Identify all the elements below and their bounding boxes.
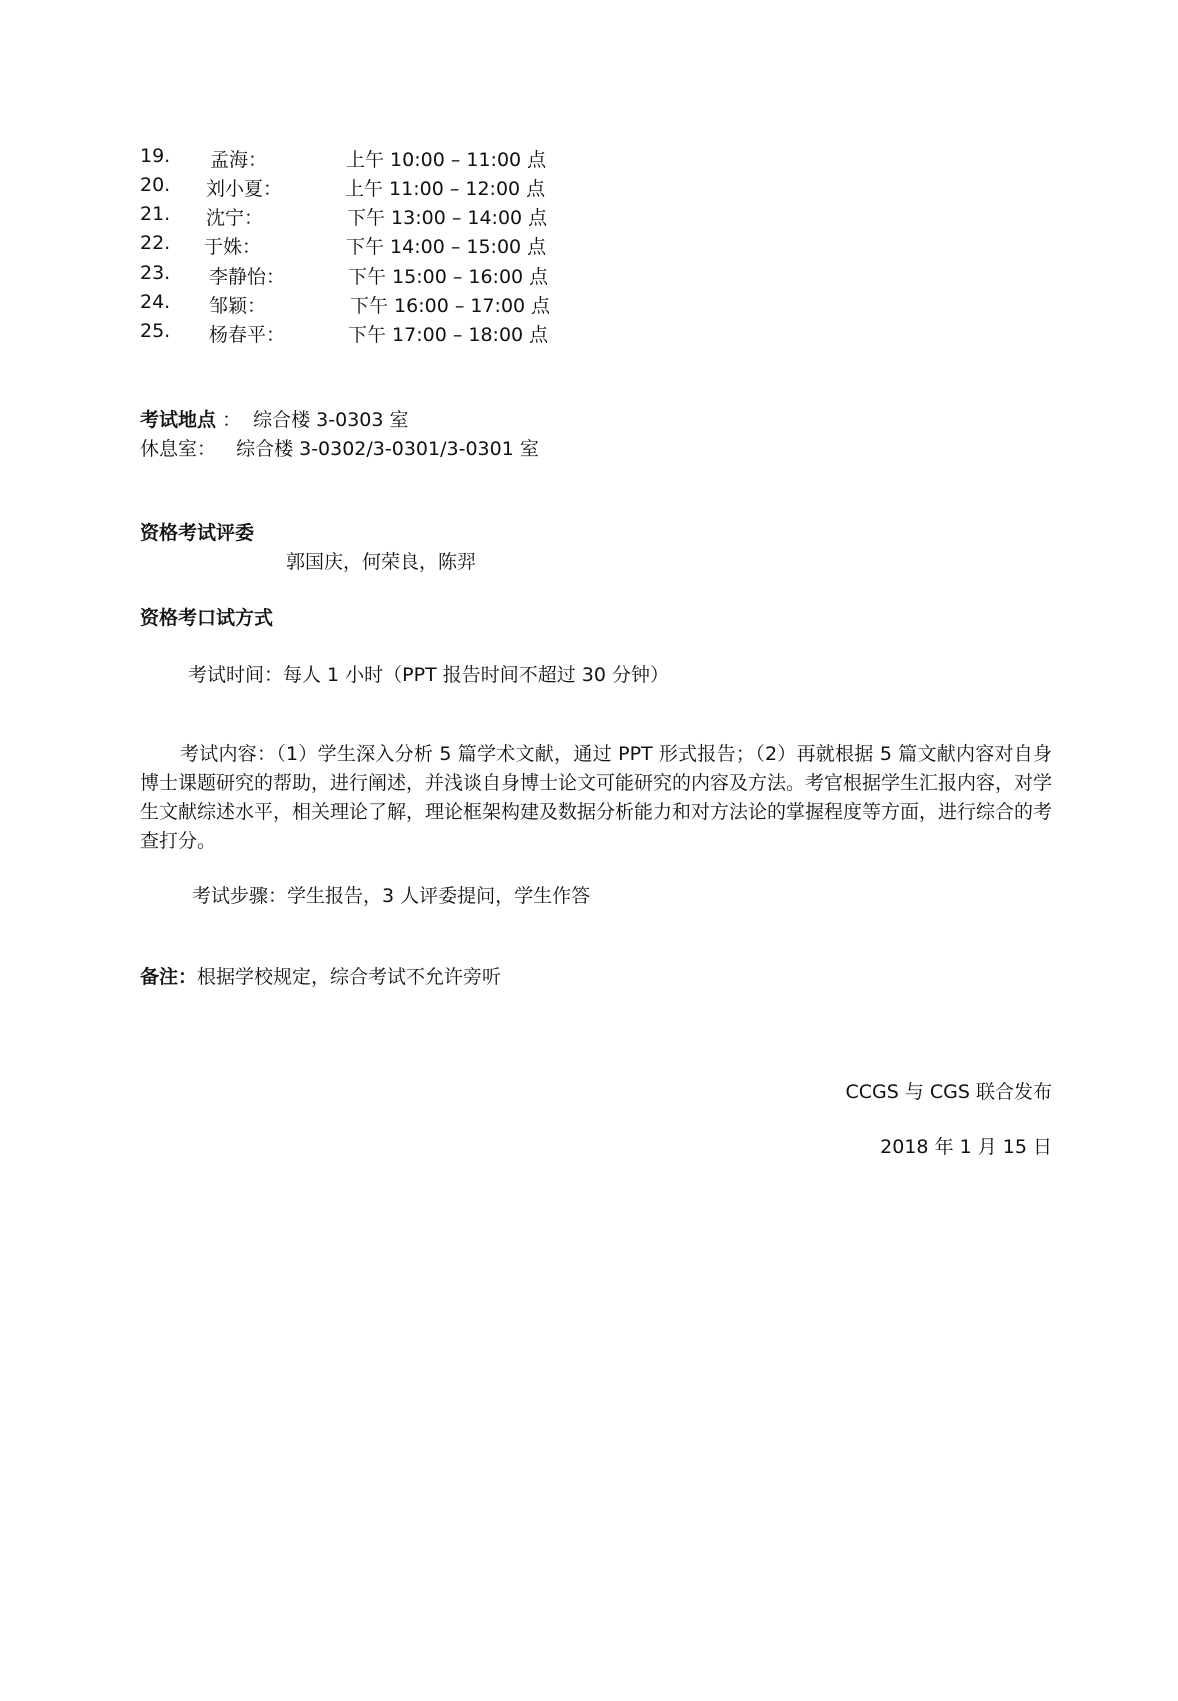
schedule-row	[0, 291, 1178, 320]
schedule-row	[0, 203, 1178, 232]
schedule-number: 23.	[140, 262, 171, 284]
exam-content-paragraph: 考试内容：（1）学生深入分析 5 篇学术文献，通过 PPT 形式报告；（2）再就根据 5 篇文献内容对自身博士课题研究的帮助，进行阐述，并浅谈自身博士论文可能研究的内容及方法。考官根据学生汇报内容，对学生文献综述水平，相关理论了解，理论框架构建及数据分析能力和对方法论的掌握程度等方面，进行综合的考查打分。	[140, 743, 1053, 852]
note	[140, 962, 501, 989]
exam-steps: 考试步骤：学生报告，3 人评委提问，学生作答	[192, 885, 591, 907]
schedule-name: 于姝：	[204, 236, 262, 258]
schedule-number: 24.	[140, 291, 171, 313]
rest-room-value: 综合楼 3-0302/3-0301/3-0301 室	[236, 438, 539, 460]
rest-room	[140, 434, 539, 461]
oral-exam-heading: 资格考口试方式	[140, 607, 274, 629]
schedule-row	[0, 174, 1178, 203]
schedule-time: 下午 15:00 – 16:00 点	[348, 266, 549, 288]
exam-location-label: 考试地点	[140, 409, 217, 431]
schedule-number: 20.	[140, 174, 171, 196]
schedule-row	[0, 262, 1178, 291]
committee-members: 郭国庆，何荣良，陈羿	[286, 551, 477, 573]
schedule-time: 下午 17:00 – 18:00 点	[348, 324, 549, 346]
schedule-time: 下午 13:00 – 14:00 点	[347, 207, 548, 229]
issue-date: 2018 年 1 月 15 日	[880, 1136, 1052, 1158]
schedule-time: 下午 16:00 – 17:00 点	[350, 295, 551, 317]
schedule-number: 22.	[140, 232, 171, 254]
schedule-number: 25.	[140, 320, 171, 342]
schedule-row	[0, 145, 1178, 174]
schedule-name: 李静怡：	[209, 266, 286, 288]
exam-location-separator: ：	[222, 409, 242, 431]
schedule-time: 下午 14:00 – 15:00 点	[346, 236, 547, 258]
schedule-row	[0, 320, 1178, 349]
exam-duration: 考试时间：每人 1 小时（PPT 报告时间不超过 30 分钟）	[188, 664, 669, 686]
note-label: 备注：	[140, 966, 198, 988]
schedule-row	[0, 232, 1178, 261]
committee-heading: 资格考试评委	[140, 522, 255, 544]
note-text: 根据学校规定，综合考试不允许旁听	[197, 966, 502, 988]
schedule-name: 孟海：	[210, 149, 268, 171]
schedule-name: 刘小夏：	[206, 178, 283, 200]
schedule-number: 21.	[140, 203, 171, 225]
schedule-number: 19.	[140, 145, 171, 167]
exam-location	[140, 405, 409, 432]
schedule-time: 上午 10:00 – 11:00 点	[346, 149, 547, 171]
schedule-time: 上午 11:00 – 12:00 点	[345, 178, 546, 200]
rest-room-label: 休息室：	[140, 438, 217, 460]
issuer-line: CCGS 与 CGS 联合发布	[845, 1081, 1052, 1103]
schedule-name: 沈宁：	[206, 207, 264, 229]
schedule-name: 邹颖：	[209, 295, 267, 317]
exam-location-value: 综合楼 3-0303 室	[253, 409, 409, 431]
schedule-name: 杨春平：	[209, 324, 286, 346]
